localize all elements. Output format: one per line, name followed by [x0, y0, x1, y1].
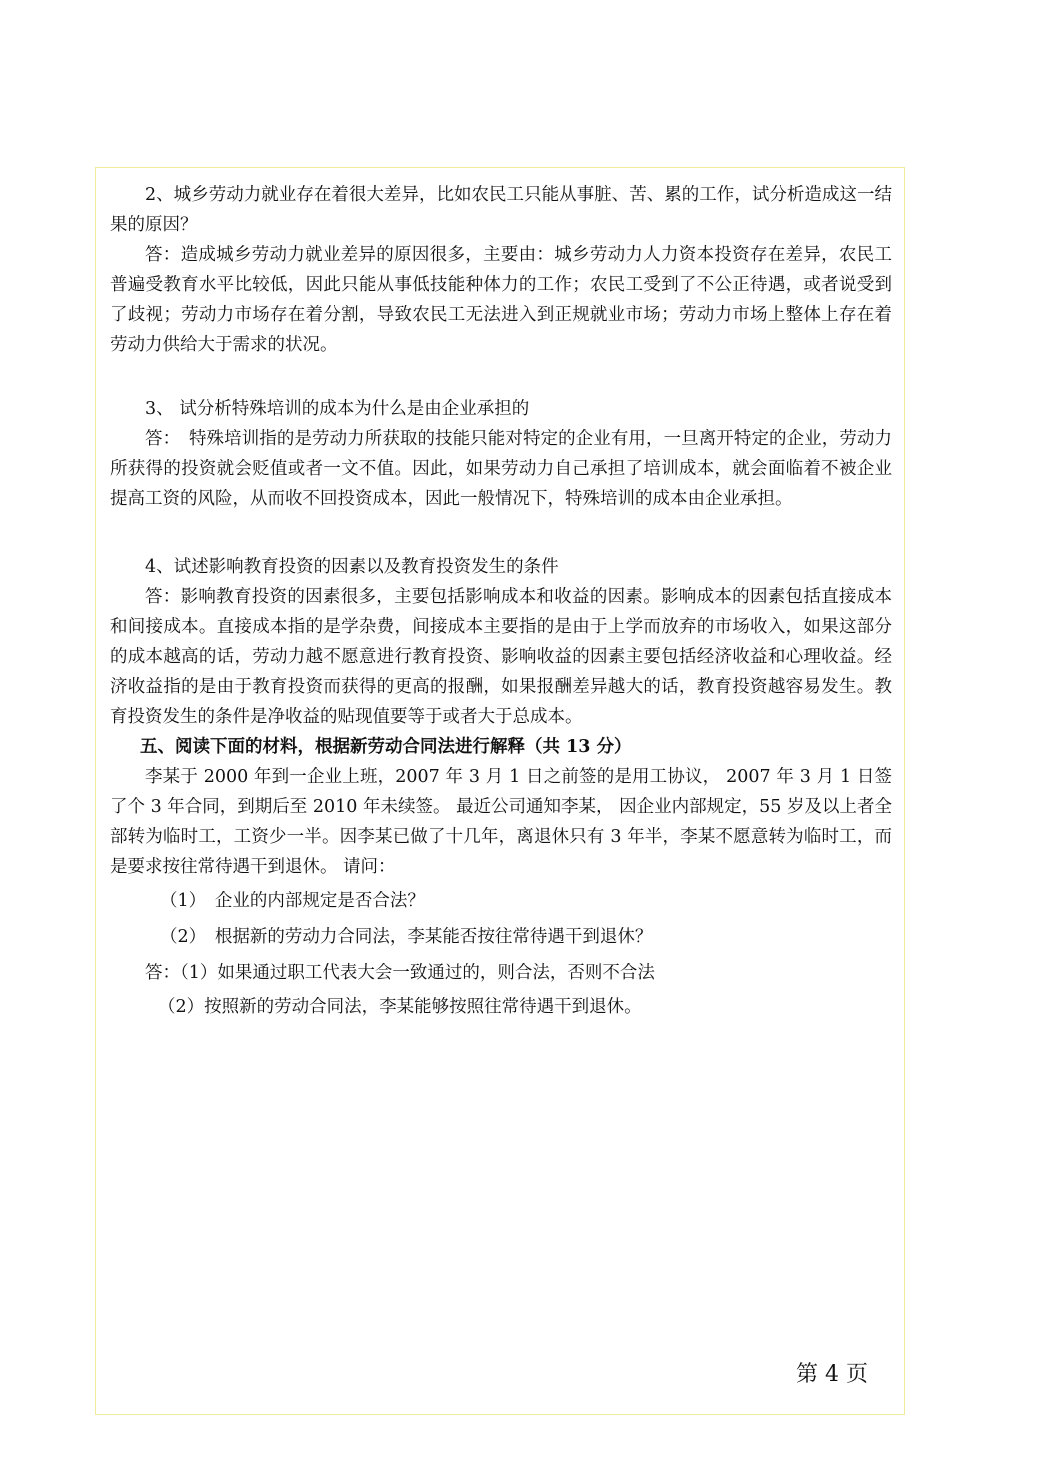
document-body	[110, 180, 892, 1024]
question-2: 2、城乡劳动力就业存在着很大差异，比如农民工只能从事脏、苦、累的工作，试分析造成这一结果的原因？	[110, 185, 892, 235]
page-number: 第 4 页	[796, 1362, 868, 1387]
paragraph-gap	[110, 360, 892, 394]
question-3: 3、 试分析特殊培训的成本为什么是由企业承担的	[145, 399, 530, 419]
section-5-material: 李某于 2000 年到一企业上班，2007 年 3 月 1 日之前签的是用工协议， 2007 年 3 月 1 日签了个 3 年合同，到期后至 2010 年未续签。 最近公司通知李某， 因企业内部规定，55 岁及以上者全部转为临时工，工资少一半。因李某已做了十几年，离退休只有 3 年半，李某不愿意转为临时工，而是要求按往常待遇干到退休。 请问：	[110, 767, 892, 877]
paragraph-gap	[110, 514, 892, 552]
question-item-2: （2） 根据新的劳动力合同法，李某能否按往常待遇干到退休？	[160, 927, 653, 947]
question-4: 4、试述影响教育投资的因素以及教育投资发生的条件	[145, 557, 559, 577]
section-5-answer-2: （2）按照新的劳动合同法，李某能够按照往常待遇干到退休。	[158, 997, 642, 1017]
answer-3: 答： 特殊培训指的是劳动力所获取的技能只能对特定的企业有用，一旦离开特定的企业，劳动力所获得的投资就会贬值或者一文不值。因此，如果劳动力自己承担了培训成本，就会面临着不被企业提高工资的风险，从而收不回投资成本，因此一般情况下，特殊培训的成本由企业承担。	[110, 429, 892, 509]
section-5-heading: 五、阅读下面的材料，根据新劳动合同法进行解释（共 13 分）	[140, 737, 632, 757]
section-5-answer-1: 答：（1）如果通过职工代表大会一致通过的，则合法，否则不合法	[145, 963, 655, 983]
answer-2: 答：造成城乡劳动力就业差异的原因很多，主要由：城乡劳动力人力资本投资存在差异，农民工普遍受教育水平比较低，因此只能从事低技能种体力的工作；农民工受到了不公正待遇，或者说受到了歧视；劳动力市场存在着分割，导致农民工无法进入到正规就业市场；劳动力市场上整体上存在着劳动力供给大于需求的状况。	[110, 245, 892, 355]
question-item-1: （1） 企业的内部规定是否合法？	[160, 891, 425, 911]
answer-4: 答：影响教育投资的因素很多，主要包括影响成本和收益的因素。影响成本的因素包括直接成本和间接成本。直接成本指的是学杂费，间接成本主要指的是由于上学而放弃的市场收入，如果这部分的成本越高的话，劳动力越不愿意进行教育投资、影响收益的因素主要包括经济收益和心理收益。经济收益指的是由于教育投资而获得的更高的报酬，如果报酬差异越大的话，教育投资越容易发生。教育投资发生的条件是净收益的贴现值要等于或者大于总成本。	[110, 587, 892, 727]
